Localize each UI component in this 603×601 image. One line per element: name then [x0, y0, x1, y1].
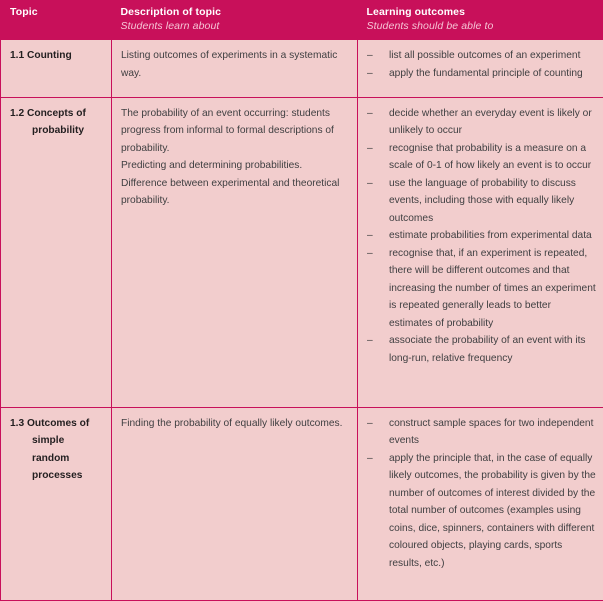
table-body [1, 40, 603, 601]
outcome-text: list all possible outcomes of an experiment [389, 50, 581, 61]
outcomes-cell [358, 40, 603, 98]
description-paragraph: Listing outcomes of experiments in a systematic way. [121, 50, 338, 79]
outcome-text: decide whether an everyday event is likely or unlikely to occur [389, 107, 592, 137]
description-paragraph: Predicting and determining probabilities. [121, 160, 303, 172]
bullet-dash-icon: – [367, 107, 373, 119]
outcome-text: apply the principle that, in the case of equally likely outcomes, the probability is given by the number of outcomes of interest divided by the total number of outcomes (examples using coins, dice, spinners, containers with different coloured objects, playing cards, sports results, etc.) [389, 452, 596, 569]
outcome-list-item [367, 332, 597, 367]
column-header-description [112, 0, 358, 40]
column-header-outcomes-subtitle: Students should be able to [366, 20, 494, 32]
topic-cell [1, 97, 112, 407]
bullet-dash-icon: – [367, 67, 373, 79]
topic-label: 1.3 Outcomes of simple random processes [10, 417, 90, 482]
outcome-list-item [367, 175, 597, 228]
outcomes-cell [358, 407, 603, 600]
column-header-description-subtitle: Students learn about [120, 20, 220, 32]
topic-label: 1.2 Concepts of probability [10, 107, 86, 137]
outcomes-cell [358, 97, 603, 407]
topic-cell [1, 407, 112, 600]
column-header-outcomes-title: Learning outcomes [366, 6, 466, 18]
bullet-dash-icon: – [367, 335, 373, 347]
bullet-dash-icon: – [367, 247, 373, 259]
bullet-dash-icon: – [367, 177, 373, 189]
bullet-dash-icon: – [367, 452, 373, 464]
table-row [1, 40, 603, 98]
bullet-dash-icon: – [367, 50, 373, 61]
outcomes-text [358, 40, 603, 91]
column-header-outcomes [358, 0, 603, 40]
description-text [112, 40, 357, 91]
bullet-dash-icon: – [367, 417, 373, 429]
column-header-topic-title: Topic [10, 6, 38, 18]
outcome-text: recognise that, if an experiment is repeated, there will be different outcomes and that increasing the number of times an experiment is repeated generally leads to better estimates of probability [389, 247, 596, 329]
bullet-dash-icon: – [367, 142, 373, 154]
outcome-list-item [367, 105, 597, 140]
table-row [1, 407, 603, 600]
column-header-topic [1, 0, 112, 40]
description-cell [112, 97, 358, 407]
column-header-description-title: Description of topic [120, 6, 222, 18]
outcome-text: estimate probabilities from experimental data [389, 230, 592, 242]
description-cell [112, 40, 358, 98]
table-header-row [1, 0, 603, 40]
outcome-list-item [367, 245, 597, 333]
outcome-list-item [367, 415, 597, 450]
description-text [112, 408, 357, 442]
bullet-dash-icon: – [367, 230, 373, 242]
outcome-text: associate the probability of an event with its long-run, relative frequency [389, 335, 586, 364]
description-text [112, 98, 357, 219]
outcome-list-item [367, 450, 597, 573]
outcomes-list [367, 105, 597, 368]
outcome-list-item [367, 227, 597, 245]
outcomes-text [358, 98, 603, 377]
outcome-list-item [367, 140, 597, 175]
topic-cell [1, 40, 112, 98]
outcome-list-item [367, 47, 597, 65]
table-row [1, 97, 603, 407]
topic-label: 1.1 Counting [10, 50, 72, 61]
outcome-text: apply the fundamental principle of counting [389, 67, 583, 79]
description-paragraph: The probability of an event occurring: students progress from informal to formal descriptions of probability. [121, 107, 334, 154]
outcome-text: recognise that probability is a measure on a scale of 0-1 of how likely an event is to occur [389, 142, 592, 172]
outcomes-list [367, 415, 597, 573]
description-cell [112, 407, 358, 600]
outcomes-list [367, 47, 597, 82]
description-paragraph: Finding the probability of equally likely outcomes. [121, 417, 343, 429]
outcome-text: use the language of probability to discuss events, including those with equally likely outcomes [389, 177, 576, 224]
outcome-text: construct sample spaces for two independent events [389, 417, 594, 447]
outcome-list-item [367, 65, 597, 83]
table-header [1, 0, 603, 40]
outcomes-text [358, 408, 603, 582]
description-paragraph: Difference between experimental and theoretical probability. [121, 177, 340, 207]
